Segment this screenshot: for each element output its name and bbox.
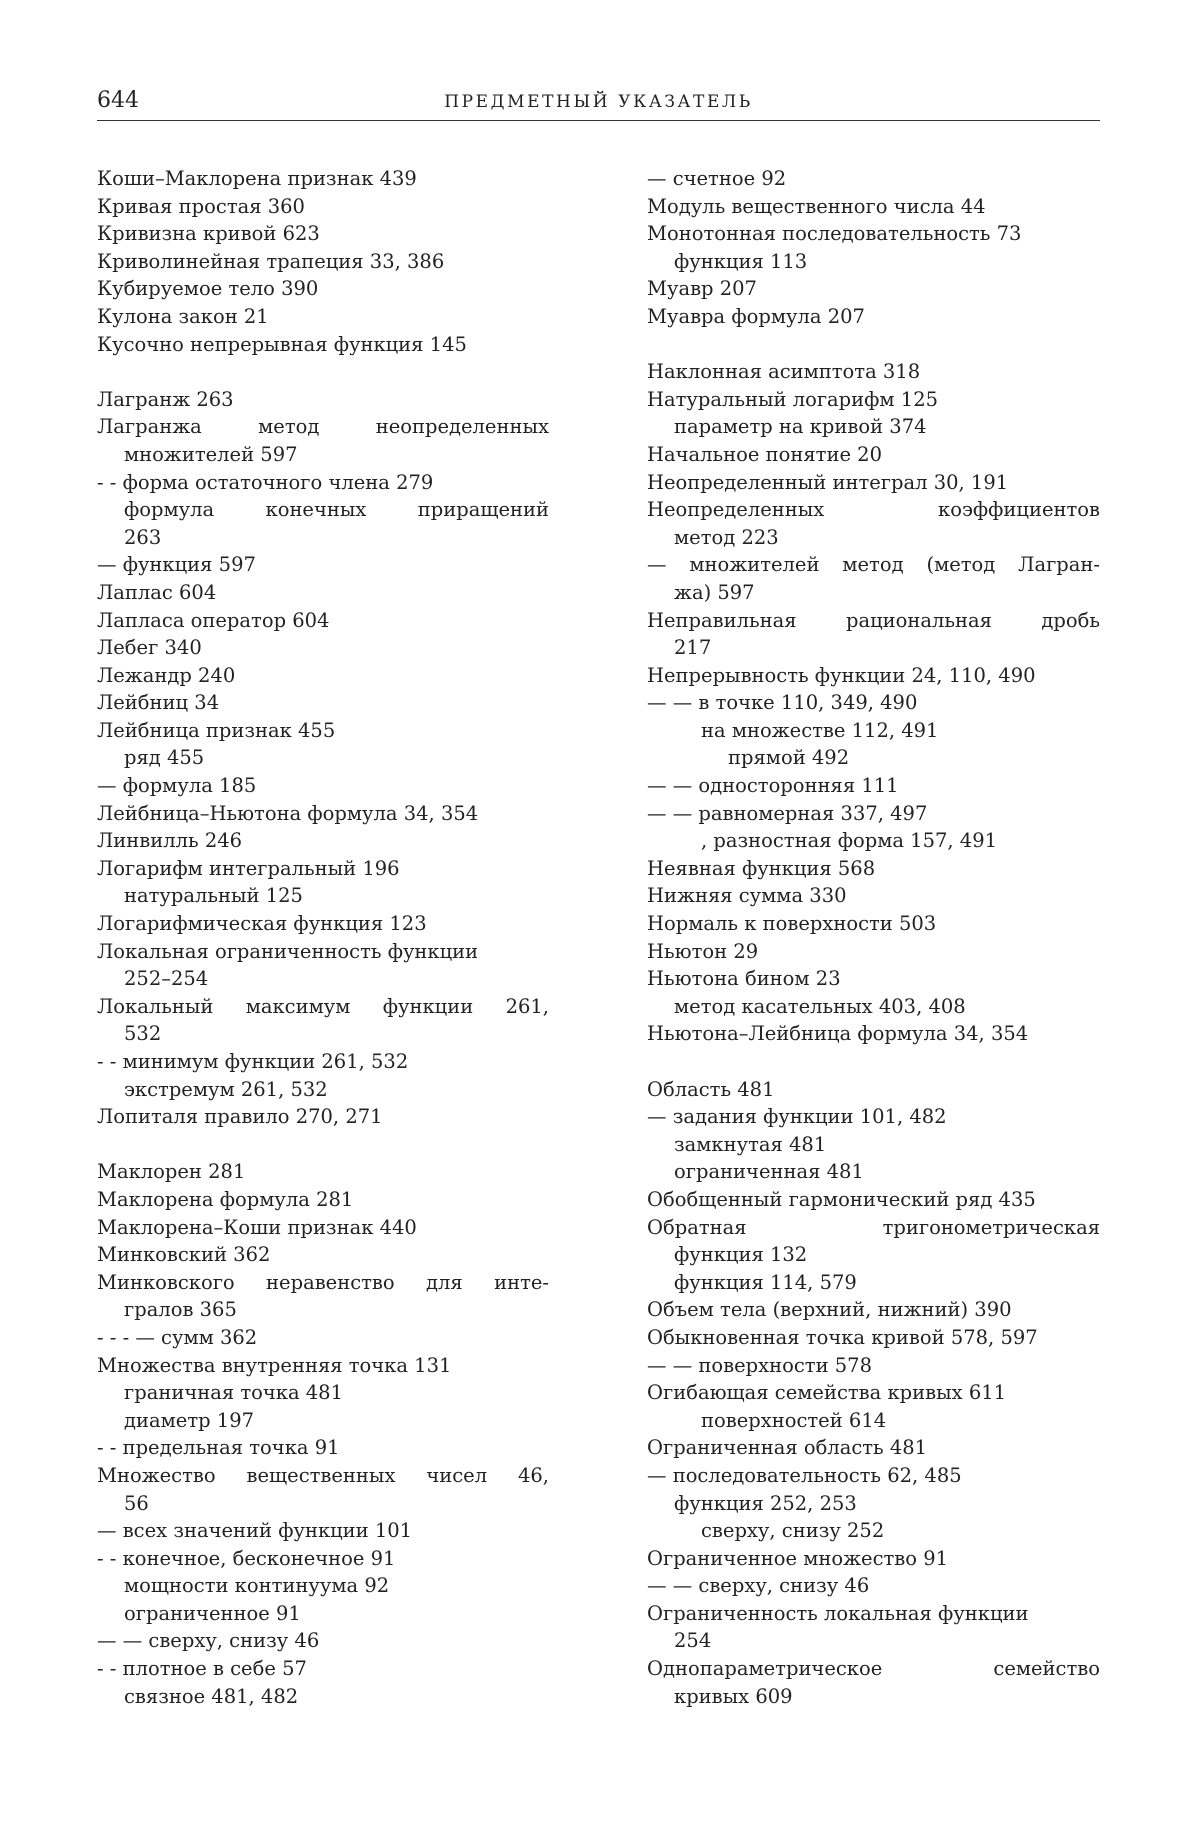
index-entry: Однопараметрическое семейство — [647, 1657, 1100, 1681]
index-entry: экстремум 261, 532 — [124, 1077, 328, 1101]
index-entry: — — поверхности 578 — [647, 1353, 872, 1377]
index-entry: — множителей метод (метод Лагран- — [647, 553, 1100, 577]
index-entry: Ограниченная область 481 — [647, 1436, 928, 1460]
index-entry: 263 — [124, 525, 162, 549]
index-entry: граничная точка 481 — [124, 1381, 343, 1405]
index-entry: 532 — [124, 1022, 162, 1046]
index-entry: Монотонная последовательность 73 — [647, 222, 1022, 246]
index-entry: 252–254 — [124, 967, 209, 991]
index-entry: связное 481, 482 — [124, 1684, 299, 1708]
index-entry: Огибающая семейства кривых 611 — [647, 1381, 1007, 1405]
index-entry: — задания функции 101, 482 — [647, 1105, 947, 1129]
index-entry: Обратная тригонометрическая — [647, 1215, 1100, 1239]
index-entry: Локальная ограниченность функции — [97, 939, 479, 963]
index-entry: — всех значений функции 101 — [97, 1519, 413, 1543]
index-entry: кривых 609 — [674, 1684, 793, 1708]
index-entry: Неявная функция 568 — [647, 856, 876, 880]
index-entry: Нижняя сумма 330 — [647, 884, 847, 908]
index-entry: прямой 492 — [728, 746, 850, 770]
index-entry: Наклонная асимптота 318 — [647, 360, 921, 384]
index-entry: Муавр 207 — [647, 277, 757, 301]
index-entry: — — в точке 110, 349, 490 — [647, 691, 918, 715]
index-entry: метод 223 — [674, 525, 779, 549]
index-entry: Непрерывность функции 24, 110, 490 — [647, 663, 1036, 687]
page-number: 644 — [97, 88, 139, 113]
index-entry: функция 132 — [674, 1243, 808, 1267]
index-entry: множителей 597 — [124, 442, 298, 466]
index-entry: Маклорена формула 281 — [97, 1187, 354, 1211]
index-entry: Область 481 — [647, 1077, 775, 1101]
index-entry: , разностная форма 157, 491 — [701, 829, 998, 853]
running-title: ПРЕДМЕТНЫЙ УКАЗАТЕЛЬ — [444, 92, 753, 112]
index-entry: Логарифм интегральный 196 — [97, 856, 400, 880]
index-entry: Криволинейная трапеция 33, 386 — [97, 249, 445, 273]
index-column-right — [647, 165, 1100, 1710]
page-header — [97, 86, 1100, 121]
index-entry: мощности континуума 92 — [124, 1574, 390, 1598]
index-entry: Множество вещественных чисел 46, — [97, 1463, 549, 1487]
index-entry: Логарифмическая функция 123 — [97, 912, 427, 936]
index-entry: Минковского неравенство для инте- — [97, 1270, 549, 1294]
letter-group-gap — [97, 1131, 549, 1159]
letter-group-gap — [647, 331, 1100, 359]
index-entry: Обобщенный гармонический ряд 435 — [647, 1187, 1036, 1211]
index-entry: Линвилль 246 — [97, 829, 243, 853]
index-entry: Кривая простая 360 — [97, 194, 305, 218]
index-entry: Минковский 362 — [97, 1243, 271, 1267]
index-entry: функция 114, 579 — [674, 1270, 857, 1294]
index-entry: - - минимум функции 261, 532 — [97, 1050, 409, 1073]
index-entry: ограниченная 481 — [674, 1160, 864, 1184]
index-entry: - - предельная точка 91 — [97, 1436, 340, 1460]
index-entry: Лопиталя правило 270, 271 — [97, 1105, 383, 1129]
index-entry: — счетное 92 — [647, 167, 787, 190]
index-entry: Муавра формула 207 — [647, 304, 865, 328]
index-entry: Лебег 340 — [97, 636, 202, 660]
index-entry: Лаплас 604 — [97, 580, 217, 604]
index-entry: Ограниченность локальная функции — [647, 1601, 1029, 1625]
index-entry: Модуль вещественного числа 44 — [647, 194, 986, 218]
index-entry: Кулона закон 21 — [97, 304, 269, 328]
index-entry: 56 — [124, 1491, 149, 1515]
index-entry: 217 — [674, 636, 712, 660]
index-entry: Ограниченное множество 91 — [647, 1546, 949, 1570]
index-entry: Объем тела (верхний, нижний) 390 — [647, 1298, 1012, 1322]
index-entry: Неопределенных коэффициентов — [647, 498, 1100, 522]
index-entry: Лейбница–Ньютона формула 34, 354 — [97, 801, 479, 825]
index-entry: - - - — сумм 362 — [97, 1325, 258, 1349]
index-entry: Лейбница признак 455 — [97, 718, 336, 742]
index-entry: сверху, снизу 252 — [701, 1519, 885, 1543]
index-entry: Лагранжа метод неопределенных — [97, 415, 549, 439]
index-entry: Начальное понятие 20 — [647, 442, 882, 466]
index-entry: на множестве 112, 491 — [701, 718, 939, 742]
index-entry: натуральный 125 — [124, 884, 303, 908]
index-entry: Неопределенный интеграл 30, 191 — [647, 470, 1009, 494]
index-entry: — последовательность 62, 485 — [647, 1463, 962, 1487]
index-entry: Лежандр 240 — [97, 663, 236, 687]
index-entry: поверхностей 614 — [701, 1408, 887, 1432]
index-entry: Ньютона бином 23 — [647, 967, 841, 991]
index-entry: Нормаль к поверхности 503 — [647, 912, 937, 936]
index-entry: Кривизна кривой 623 — [97, 222, 320, 246]
index-entry: ограниченное 91 — [124, 1601, 301, 1625]
index-entry: — — сверху, снизу 46 — [647, 1574, 870, 1598]
index-entry: Лапласа оператор 604 — [97, 608, 330, 632]
index-entry: метод касательных 403, 408 — [674, 994, 966, 1018]
index-entry: Лагранж 263 — [97, 387, 234, 411]
index-column-left — [97, 165, 549, 1710]
index-entry: — — сверху, снизу 46 — [97, 1629, 320, 1653]
index-entry: - - плотное в себе 57 — [97, 1657, 307, 1681]
index-entry: Маклорена–Коши признак 440 — [97, 1215, 417, 1239]
index-entry: — формула 185 — [97, 774, 257, 798]
index-entry: — — односторонняя 111 — [647, 774, 899, 798]
index-entry: - - конечное, бесконечное 91 — [97, 1546, 396, 1570]
index-entry: гралов 365 — [124, 1298, 237, 1322]
index-entry: Неправильная рациональная дробь — [647, 608, 1100, 632]
index-entry: Ньютон 29 — [647, 939, 759, 963]
index-entry: жа) 597 — [674, 580, 755, 604]
index-entry: Обыкновенная точка кривой 578, 597 — [647, 1325, 1038, 1349]
index-entry: ряд 455 — [124, 746, 205, 770]
index-entry: функция 252, 253 — [674, 1491, 857, 1515]
index-entry: диаметр 197 — [124, 1408, 255, 1432]
index-entry: Множества внутренняя точка 131 — [97, 1353, 452, 1377]
index-entry: функция 113 — [674, 249, 808, 273]
letter-group-gap — [97, 358, 549, 386]
index-entry: Лейбниц 34 — [97, 691, 220, 715]
index-entry: — — равномерная 337, 497 — [647, 801, 928, 825]
index-entry: Кусочно непрерывная функция 145 — [97, 332, 467, 356]
index-entry: формула конечных приращений — [124, 498, 549, 522]
index-entry: — функция 597 — [97, 553, 256, 577]
index-entry: замкнутая 481 — [674, 1132, 827, 1156]
index-entry: Локальный максимум функции 261, — [97, 994, 549, 1018]
index-entry: Коши–Маклорена признак 439 — [97, 167, 417, 190]
index-entry: Ньютона–Лейбница формула 34, 354 — [647, 1022, 1029, 1046]
index-entry: Маклорен 281 — [97, 1160, 246, 1184]
letter-group-gap — [647, 1048, 1100, 1076]
index-entry: Кубируемое тело 390 — [97, 277, 319, 301]
index-entry: параметр на кривой 374 — [674, 415, 927, 439]
index-entry: 254 — [674, 1629, 712, 1653]
index-entry: - - форма остаточного члена 279 — [97, 470, 434, 494]
index-entry: Натуральный логарифм 125 — [647, 387, 939, 411]
